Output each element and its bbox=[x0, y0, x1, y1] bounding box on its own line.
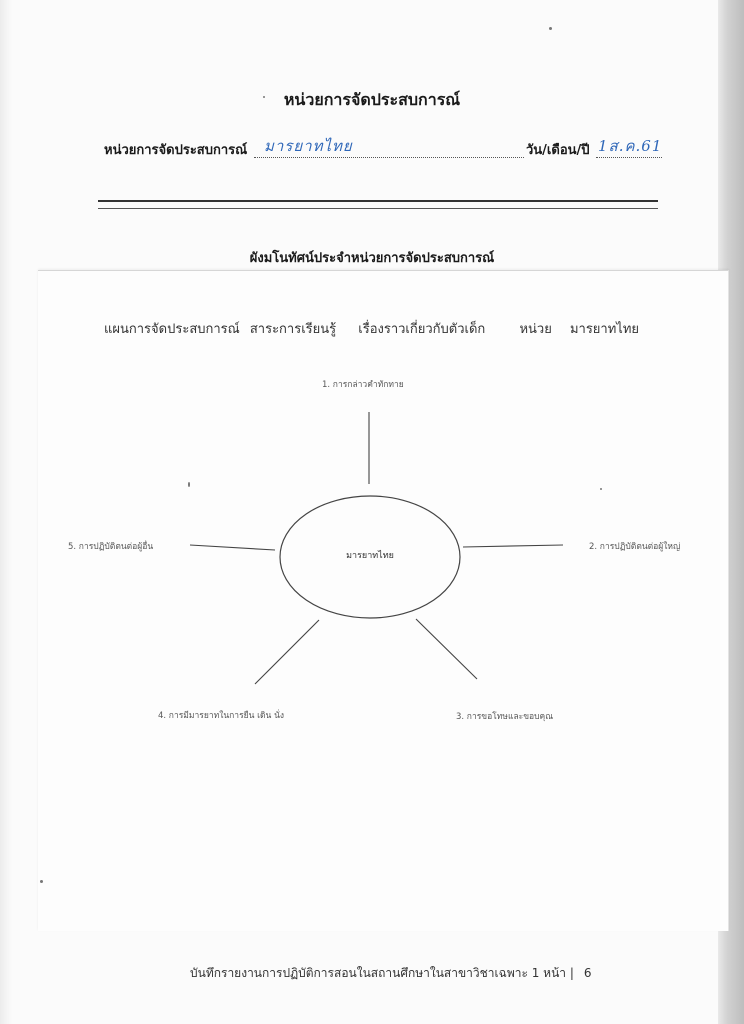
document-title: หน่วยการจัดประสบการณ์ bbox=[283, 90, 461, 109]
footer-text: บันทึกรายงานการปฏิบัติการสอนในสถานศึกษาในสาขาวิชาเฉพาะ 1 หน้า | bbox=[190, 966, 574, 980]
plan-label: แผนการจัดประสบการณ์ bbox=[104, 322, 240, 337]
concept-node-1: 1. การกล่าวคำทักทาย bbox=[322, 380, 404, 390]
unit-label: หน่วยการจัดประสบการณ์ bbox=[104, 143, 248, 158]
scan-speck bbox=[40, 880, 43, 883]
branch-line-5 bbox=[190, 545, 275, 550]
scan-speck bbox=[549, 27, 552, 30]
concept-node-3: 3. การขอโทษและขอบคุณ bbox=[456, 712, 554, 722]
branch-line-2 bbox=[463, 545, 563, 547]
scan-speck bbox=[263, 96, 265, 98]
branch-line-4 bbox=[255, 620, 319, 684]
concept-node-2: 2. การปฏิบัติตนต่อผู้ใหญ่ bbox=[589, 542, 681, 552]
unit-handwritten-value: มารยาทไทย bbox=[264, 137, 353, 155]
concept-map-title: ผังมโนทัศน์ประจำหน่วยการจัดประสบการณ์ bbox=[249, 251, 495, 266]
subject-label: สาระการเรียนรู้ bbox=[249, 322, 337, 337]
date-label: วัน/เดือน/ปี bbox=[526, 143, 590, 158]
scan-speck bbox=[188, 482, 190, 487]
branch-line-3 bbox=[416, 619, 477, 679]
page-number: 6 bbox=[583, 966, 592, 980]
page-footer bbox=[190, 964, 592, 983]
concept-node-4: 4. การมีมารยาทในการยืน เดิน นั่ง bbox=[158, 711, 285, 721]
unit-name-inline: มารยาทไทย bbox=[569, 322, 640, 337]
concept-node-5: 5. การปฏิบัติตนต่อผู้อื่น bbox=[68, 542, 154, 552]
concept-center-label: มารยาทไทย bbox=[346, 551, 394, 561]
topic-label: เรื่องราวเกี่ยวกับตัวเด็ก bbox=[358, 322, 486, 337]
date-handwritten-value: 1ส.ค.61 bbox=[598, 137, 663, 155]
scan-speck bbox=[600, 488, 602, 490]
unit-label-inline: หน่วย bbox=[519, 322, 552, 337]
